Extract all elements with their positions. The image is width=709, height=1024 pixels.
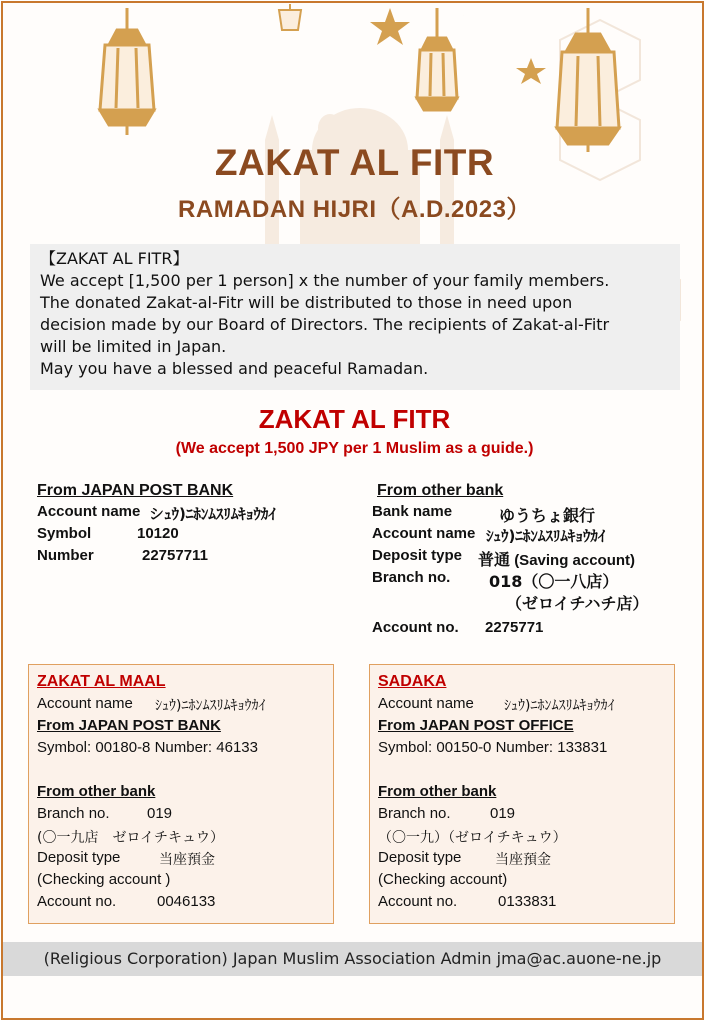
account-name-label: Account name (37, 695, 133, 712)
branch-value: 019 (490, 805, 516, 822)
symbol-number-line: Symbol: 00180-8 Number: 46133 (37, 739, 258, 756)
deposit-type-label: Deposit type (378, 849, 462, 866)
lantern-icon (557, 8, 619, 152)
sadaka-box (369, 664, 675, 924)
zakat-fitr-guide: (We accept 1,500 JPY per 1 Muslim as a guide.) (175, 440, 534, 457)
post-office-heading: From JAPAN POST OFFICE (378, 717, 574, 734)
account-name-value: ｼｭｳ)ﾆﾎﾝﾑｽﾘﾑｷｮｳｶｲ (504, 698, 615, 714)
other-bank-heading: From other bank (377, 482, 504, 499)
notice-line: We accept [1,500 per 1 person] x the number of your family members. (40, 271, 610, 290)
branch-kana: （〇一九）（ゼロイチキュウ） (378, 830, 567, 846)
account-name-label: Account name (378, 695, 474, 712)
account-name-value: ｼｭｳ)ﾆﾎﾝﾑｽﾘﾑｷｮｳｶｲ (155, 698, 266, 714)
post-bank-heading: From JAPAN POST BANK (37, 717, 221, 734)
crescent-moon-icon (209, 8, 268, 80)
lantern-icon (279, 4, 301, 30)
japan-post-bank-info (37, 482, 337, 569)
zakat-maal-title: ZAKAT AL MAAL (37, 673, 166, 690)
lantern-icon (100, 8, 154, 135)
notice-heading: 【ZAKAT AL FITR】 (40, 249, 189, 268)
zakat-maal-box (28, 664, 334, 924)
branch-kana: (〇一九店 ゼロイチキュウ） (37, 830, 225, 846)
branch-value: 019 (147, 805, 173, 822)
star-icon (516, 58, 546, 84)
account-no-value: 2275771 (485, 619, 544, 636)
account-name-label: Account name (37, 503, 141, 520)
zakat-fitr-title: ZAKAT AL FITR (258, 404, 451, 434)
deposit-type-jp: 普通 (478, 550, 511, 569)
account-no-value: 0133831 (498, 893, 557, 910)
page-title: ZAKAT AL FITR (214, 142, 495, 183)
number-value: 22757711 (142, 547, 208, 564)
branch-label: Branch no. (37, 805, 110, 822)
branch-label: Branch no. (378, 805, 451, 822)
deposit-type-en: (Checking account) (378, 871, 508, 888)
other-bank-heading: From other bank (37, 783, 156, 800)
deposit-type-label: Deposit type (37, 849, 121, 866)
account-no-value: 0046133 (157, 893, 216, 910)
other-bank-heading: From other bank (378, 783, 497, 800)
deposit-type-label: Deposit type (372, 547, 463, 564)
deposit-type-en: (Checking account ) (37, 871, 171, 888)
deposit-type-jp: 当座預金 (159, 852, 215, 868)
notice-box (30, 244, 680, 390)
footer-contact: (Religious Corporation) Japan Muslim Association Admin jma@ac.auone-ne.jp (3, 942, 702, 976)
bank-name-value: ゆうちょ銀行 (499, 506, 596, 525)
branch-kana: （ゼロイチハチ店） (506, 594, 649, 613)
account-no-label: Account no. (372, 619, 459, 636)
star-icon (370, 8, 410, 45)
symbol-label: Symbol (37, 525, 92, 542)
account-no-label: Account no. (37, 893, 117, 910)
number-label: Number (37, 547, 94, 564)
bank-name-label: Bank name (372, 503, 453, 520)
branch-value: 018（〇一八店） (489, 572, 619, 591)
other-bank-info (372, 482, 692, 641)
notice-line: May you have a blessed and peaceful Ramadan. (40, 359, 429, 378)
lantern-icon (417, 8, 457, 110)
notice-line: The donated Zakat-al-Fitr will be distributed to those in need upon (40, 293, 573, 312)
crescent-moon-icon (462, 6, 515, 52)
account-name-label: Account name (372, 525, 476, 542)
sadaka-title: SADAKA (378, 673, 447, 690)
page-subtitle: RAMADAN HIJRI（A.D.2023） (178, 196, 531, 223)
symbol-value: 10120 (137, 525, 179, 542)
symbol-number-line: Symbol: 00150-0 Number: 133831 (378, 739, 608, 756)
deposit-type-en: (Saving account) (514, 552, 636, 569)
branch-label: Branch no. (372, 569, 451, 586)
account-name-value: ｼｭｳ)ﾆﾎﾝﾑｽﾘﾑｷｮｳｶｲ (486, 527, 606, 545)
account-name-value: シｭｳ)ﾆﾎﾝﾑｽﾘﾑｷｮｳｶｲ (149, 505, 276, 523)
japan-post-bank-heading: From JAPAN POST BANK (37, 482, 234, 499)
notice-line: will be limited in Japan. (40, 337, 227, 356)
notice-line: decision made by our Board of Directors. The recipients of Zakat-al-Fitr (40, 315, 610, 334)
deposit-type-jp: 当座預金 (495, 852, 551, 868)
account-no-label: Account no. (378, 893, 458, 910)
